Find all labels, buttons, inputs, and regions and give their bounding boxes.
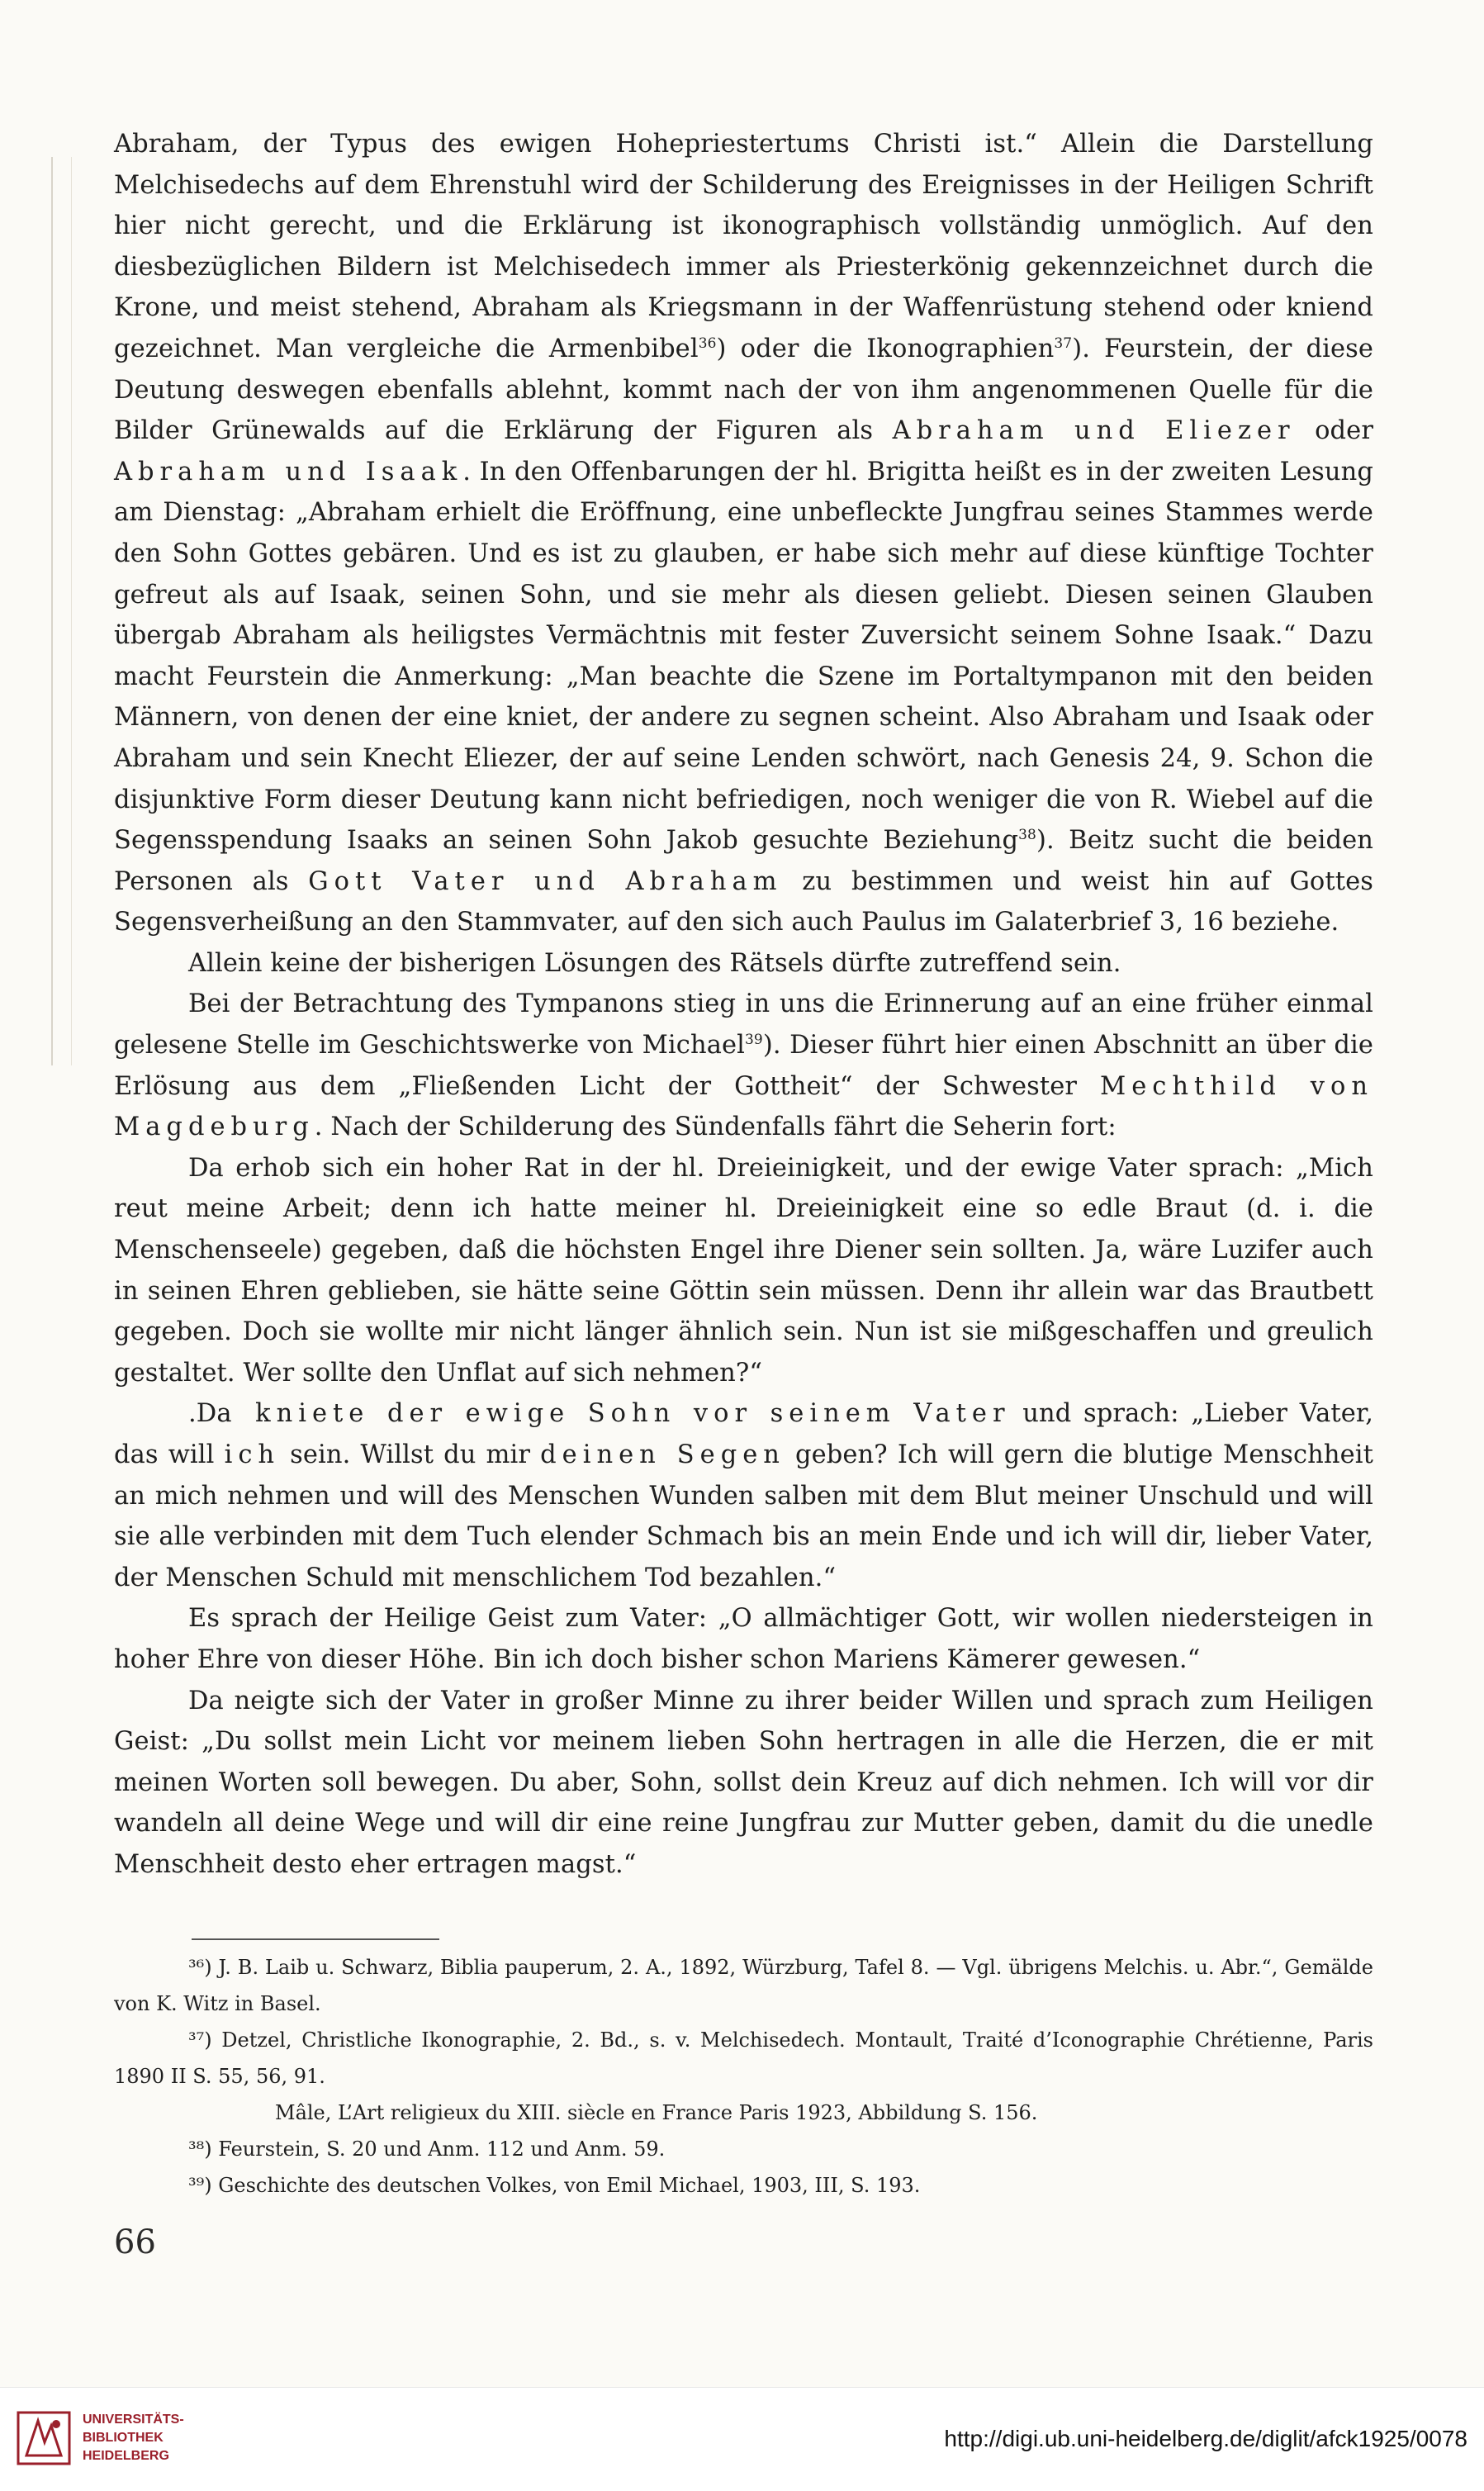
- paragraph: [114, 1393, 1373, 1598]
- spaced-emphasis: Abraham und Isaak: [114, 457, 463, 486]
- page-number: 66: [114, 2223, 156, 2261]
- text-run: Bei der Betrachtung des Tympanons stieg in uns die Erinnerung auf an eine früher einmal gelesene Stelle im Geschichtswerke von Michael: [114, 989, 1373, 1060]
- paragraph: [114, 984, 1373, 1147]
- text-run: sein. Willst du mir: [280, 1440, 541, 1469]
- body-text: [114, 124, 1373, 1886]
- footnotes: [114, 1949, 1373, 2204]
- text-run: ). Feurstein, der diese Deutung deswegen ebenfalls ablehnt, kommt nach der von ihm angenommenen Quelle für die Bilder Grünewalds auf die Erklärung der Figuren als: [114, 334, 1373, 446]
- footnote: ³⁶) J. B. Laib u. Schwarz, Biblia pauperum, 2. A., 1892, Würzburg, Tafel 8. — Vgl. übrigens Melchis. u. Abr.“, Gemälde von K. Witz in Basel.: [114, 1956, 1373, 2015]
- paragraph: [114, 1598, 1373, 1680]
- text-run: Da neigte sich der Vater in großer Minne zu ihrer beider Willen und sprach zum Heiligen Geist: „Du sollst mein Licht vor meinem lieben Sohn hertragen in alle die Herzen, die er mit meinen Worten soll bewegen. Du aber, Sohn, sollst dein Kreuz auf dich nehmen. Ich will vor dir wandeln all deine Wege und will dir eine reine Jungfrau zur Mutter geben, damit du die unedle Menschheit desto eher ertragen magst.“: [114, 1686, 1373, 1879]
- spaced-emphasis: a kniete der ewige Sohn vor seinem Vater: [216, 1399, 1011, 1429]
- library-name-line-1: UNIVERSITÄTS-: [83, 2413, 184, 2427]
- permalink-url[interactable]: http://digi.ub.uni-heidelberg.de/diglit/afck1925/0078: [944, 2426, 1467, 2451]
- text-run: Da erhob sich ein hoher Rat in der hl. Dreieinigkeit, und der ewige Vater sprach: „Mich reut meine Arbeit; denn ich hatte meiner hl. Dreieinigkeit eine so edle Braut (d. i. die Menschenseele) gegeben, daß die höchsten Engel ihre Diener sein sollten. Ja, wäre Luzifer auch in seinen Ehren geblieben, sie hätte seine Göttin sein müssen. Denn ihr allein war das Brautbett gegeben. Doch sie wollte mir nicht länger ähnlich sein. Nun ist sie mißgeschaffen und greulich gestaltet. Wer sollte den Unflat auf sich nehmen?“: [114, 1153, 1373, 1388]
- paragraph: [114, 1148, 1373, 1394]
- library-name: [83, 2411, 184, 2465]
- paragraph: [114, 943, 1373, 985]
- footnote-ref: 38: [1018, 826, 1036, 843]
- footnote: ³⁹) Geschichte des deutschen Volkes, von Emil Michael, 1903, III, S. 193.: [188, 2174, 921, 2197]
- footnote: ³⁸) Feurstein, S. 20 und Anm. 112 und Anm. 59.: [188, 2138, 666, 2161]
- spaced-emphasis: Abraham und Eliezer: [892, 416, 1296, 446]
- footnote-separator: [192, 1938, 439, 1940]
- footnote-ref: 37: [1054, 335, 1073, 352]
- paragraph: [114, 124, 1373, 943]
- text-run: Allein keine der bisherigen Lösungen des Rätsels dürfte zutreffend sein.: [188, 948, 1121, 978]
- library-name-line-3: HEIDELBERG: [83, 2449, 169, 2463]
- viewer-footer: [0, 2387, 1484, 2491]
- library-name-line-2: BIBLIOTHEK: [83, 2431, 164, 2445]
- spaced-emphasis: ich: [224, 1440, 281, 1469]
- footnote: ³⁷) Detzel, Christliche Ikonographie, 2. Bd., s. v. Melchisedech. Montault, Traité d’Iconographie Chrétienne, Paris 1890 II S. 55, 56, 91.: [114, 2028, 1373, 2088]
- text-run: und sprach: „Lieber Vater, das will: [114, 1399, 1373, 1469]
- text-run: zu bestimmen und weist hin auf Gottes Segensverheißung an den Stammvater, auf den sich auch Paulus im Galaterbrief 3, 16 beziehe.: [114, 866, 1373, 937]
- text-run: Abraham, der Typus des ewigen Hohepriestertums Christi ist.“ Allein die Darstellung Melchisedechs auf dem Ehrenstuhl wird der Schilderung des Ereignisses in der Heiligen Schrift hier nicht gerecht, und die Erklärung ist ikonographisch vollständig unmöglich. Auf den diesbezüglichen Bildern ist Melchisedech immer als Priesterkönig gekennzeichnet durch die Krone, und meist stehend, Abraham als Kriegsmann in der Waffenrüstung stehend oder kniend gezeichnet. Man vergleiche die Armenbibel: [114, 130, 1373, 363]
- footnote-ref: 36: [698, 335, 717, 352]
- text-run: Es sprach der Heilige Geist zum Vater: „O allmächtiger Gott, wir wollen niedersteigen in hoher Ehre von dieser Höhe. Bin ich doch bisher schon Mariens Kämerer gewesen.“: [114, 1604, 1373, 1674]
- text-run: .D: [188, 1399, 217, 1429]
- text-run: . Nach der Schilderung des Sündenfalls fährt die Seherin fort:: [314, 1113, 1117, 1142]
- text-run: ). Beitz sucht die beiden Personen als: [114, 826, 1373, 896]
- library-seal-icon: [15, 2409, 73, 2467]
- text-run: . In den Offenbarungen der hl. Brigitta heißt es in der zweiten Lesung am Dienstag: „Abraham erhielt die Eröffnung, eine unbefleckte Jungfrau seines Stammes werde den Sohn Gottes gebären. Und es ist zu glauben, er habe sich mehr auf diese künftige Tochter gefreut als auf Isaak, seinen Sohn, und sie mehr als diesen geliebt. Diesen seinen Glauben übergab Abraham als heiligstes Vermächtnis mit fester Zuversicht seinem Sohne Isaak.“ Dazu macht Feurstein die Anmerkung: „Man beachte die Szene im Portaltympanon mit den beiden Männern, von denen der eine kniet, der andere zu segnen scheint. Also Abraham und Isaak oder Abraham und sein Knecht Eliezer, der auf seine Lenden schwört, nach Genesis 24, 9. Schon die disjunktive Form dieser Deutung kann nicht befriedigen, noch weniger die von R. Wiebel auf die Segensspendung Isaaks an seinen Sohn Jakob gesuchte Beziehung: [114, 457, 1373, 856]
- footnote: Mâle, L’Art religieux du XIII. siècle en France Paris 1923, Abbildung S. 156.: [275, 2101, 1038, 2124]
- spaced-emphasis: Gott Vater und Abraham: [308, 866, 783, 896]
- spaced-emphasis: deinen Segen: [540, 1440, 785, 1469]
- text-run: ) oder die Ikonographien: [716, 334, 1055, 363]
- footnote-ref: 39: [744, 1031, 763, 1048]
- spaced-emphasis: Mechthild von Magdeburg: [114, 1071, 1373, 1142]
- library-logo[interactable]: [15, 2409, 230, 2475]
- text-run: ). Dieser führt hier einen Abschnitt an über die Erlösung aus dem „Fließenden Licht der Gottheit“ der Schwester: [114, 1031, 1373, 1101]
- text-run: oder: [1295, 416, 1373, 446]
- binding-edge-shadow: [51, 157, 72, 1065]
- paragraph: [114, 1681, 1373, 1886]
- text-run: geben? Ich will gern die blutige Menschheit an mich nehmen und will des Menschen Wunden salben mit dem Blut meiner Unschuld und will sie alle verbinden mit dem Tuch elender Schmach bis an mein Ende und ich will dir, lieber Vater, der Menschen Schuld mit menschlichem Tod bezahlen.“: [114, 1440, 1373, 1592]
